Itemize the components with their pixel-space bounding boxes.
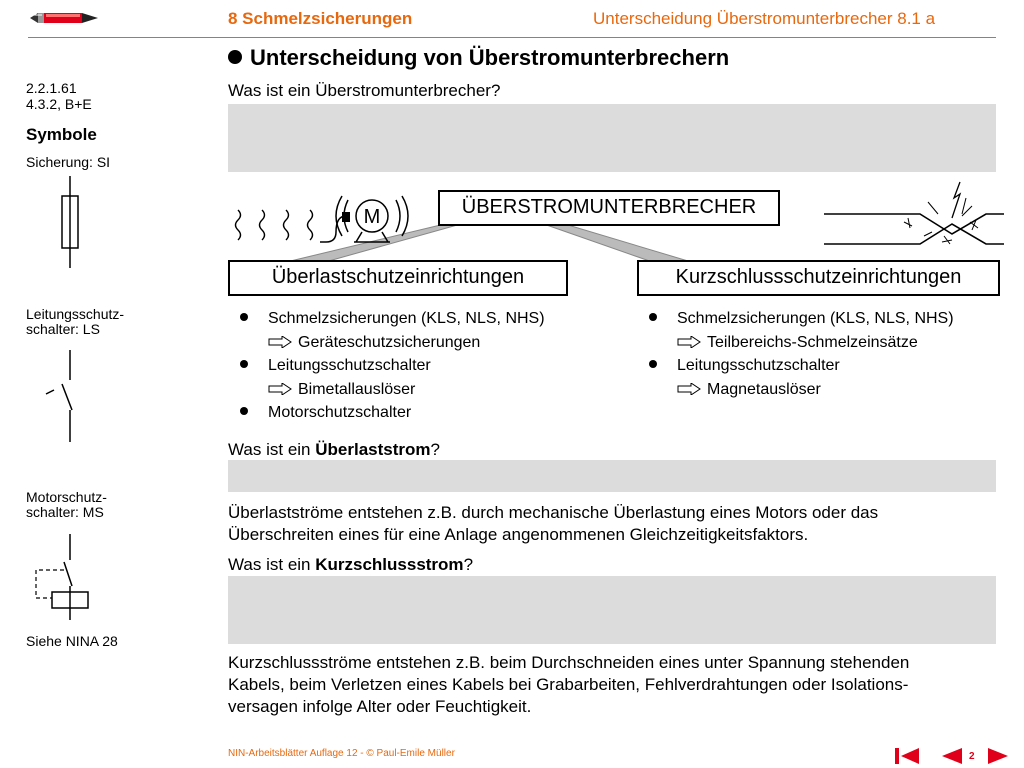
arrow-right-icon (677, 336, 701, 348)
chapter-title: 8 Schmelzsicherungen (228, 9, 413, 28)
overload-devices-list (240, 307, 620, 425)
bullet-icon (240, 313, 248, 321)
bullet-icon (240, 407, 248, 415)
ls-label-2: schalter: LS (26, 321, 100, 337)
fuse-symbol-icon (50, 176, 90, 268)
list-item: Teilbereichs-Schmelzeinsätze (649, 331, 1009, 355)
ms-label-2: schalter: MS (26, 504, 104, 520)
list-item: Motorschutzschalter (240, 401, 620, 425)
motor-label: M (363, 206, 381, 228)
fuse-label: Sicherung: SI (26, 154, 111, 170)
list-item: Leitungsschutzschalter (649, 354, 1009, 378)
previous-page-icon[interactable] (940, 744, 964, 768)
next-page-icon[interactable] (986, 744, 1010, 768)
title-bullet (228, 50, 242, 64)
bullet-icon (240, 360, 248, 368)
pencil-icon (28, 10, 108, 26)
answer-field-3[interactable] (228, 576, 996, 644)
short-circuit-icon (824, 182, 1004, 244)
answer-field-1[interactable] (228, 104, 996, 172)
short-circuit-explanation: Kurzschlussströme entstehen z.B. beim Durchschneiden eines unter Spannung stehenden Kabels, beim Verletzen eines Kabels bei Grabarbeiten, Fehlverdrahtungen oder Isolations- versagen infolge Alter oder Feuchtigkeit. (228, 653, 910, 716)
topic-title: Unterscheidung Überstromunterbrecher 8.1 a (593, 9, 936, 28)
motor-protection-switch-symbol-icon (30, 534, 100, 624)
list-item: Magnetauslöser (649, 378, 1009, 402)
question-3: Was ist ein Kurzschlussstrom? (228, 555, 474, 574)
page-title (228, 45, 729, 71)
short-circuit-protection-box: Kurzschlussschutzeinrichtungen (637, 260, 1000, 296)
header-divider (28, 37, 996, 38)
first-page-icon[interactable] (893, 744, 921, 768)
question-2: Was ist ein Überlaststrom? (228, 440, 440, 459)
symbols-heading: Symbole (26, 125, 97, 144)
question-1: Was ist ein Überstromunterbrecher? (228, 81, 501, 100)
reference-1: 2.2.1.61 (26, 80, 77, 96)
answer-field-2[interactable] (228, 460, 996, 492)
arrow-right-icon (268, 383, 292, 395)
short-circuit-devices-list (649, 307, 1009, 401)
bullet-icon (649, 360, 657, 368)
list-item: Schmelzsicherungen (KLS, NLS, NHS) (240, 307, 620, 331)
list-item: Schmelzsicherungen (KLS, NLS, NHS) (649, 307, 1009, 331)
see-also-note: Siehe NINA 28 (26, 633, 118, 649)
arrow-right-icon (677, 383, 701, 395)
overload-protection-box: Überlastschutzeinrichtungen (228, 260, 568, 296)
list-item: Bimetallauslöser (240, 378, 620, 402)
overcurrent-interrupter-box: ÜBERSTROMUNTERBRECHER (438, 190, 780, 226)
bullet-icon (649, 313, 657, 321)
circuit-breaker-symbol-icon (40, 350, 90, 442)
heat-waves-icon (236, 210, 313, 240)
arrow-right-icon (268, 336, 292, 348)
ls-label-1: Leitungsschutz- (26, 306, 125, 322)
page-title-text: Unterscheidung von Überstromunterbrechern (250, 45, 730, 70)
reference-2: 4.3.2, B+E (26, 96, 92, 112)
footer-credit: NIN-Arbeitsblätter Auflage 12 - © Paul-Emile Müller (228, 748, 455, 759)
overload-explanation: Überlastströme entstehen z.B. durch mechanische Überlastung eines Motors oder das Überschreiten eines für eine Anlage angenommenen Gleichzeitigkeitsfaktors. (228, 503, 879, 544)
ms-label-1: Motorschutz- (26, 489, 107, 505)
list-item: Leitungsschutzschalter (240, 354, 620, 378)
list-item: Geräteschutzsicherungen (240, 331, 620, 355)
page-number: 2 (969, 751, 975, 762)
